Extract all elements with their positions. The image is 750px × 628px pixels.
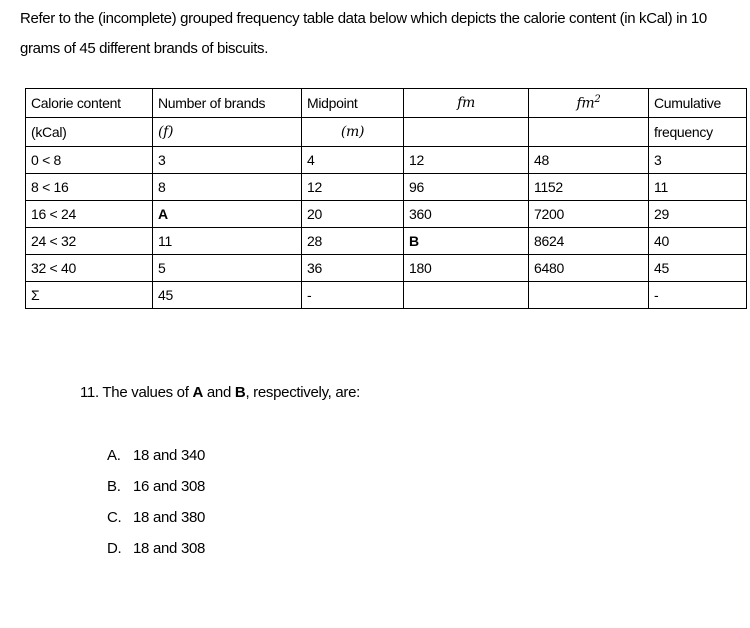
table-row <box>26 228 747 255</box>
header-number-of-brands: Number of brands <box>153 89 302 118</box>
cell-fm2: 1152 <box>529 174 649 201</box>
cell-total-fm <box>404 282 529 309</box>
option-c[interactable] <box>107 507 205 538</box>
header-fm-squared <box>529 89 649 118</box>
cell-midpoint: 12 <box>302 174 404 201</box>
option-text: 16 and 308 <box>133 478 206 495</box>
cell-fm2: 7200 <box>529 201 649 228</box>
cell-sigma: Σ <box>26 282 153 309</box>
cell-calorie: 32 < 40 <box>26 255 153 282</box>
intro-text: Refer to the (incomplete) grouped frequency table data below which depicts the calorie content (in kCal) in 10 grams of 45 different brands of biscuits. <box>20 10 707 57</box>
cell-calorie: 8 < 16 <box>26 174 153 201</box>
header-fm-squared-exponent: 2 <box>594 94 601 106</box>
cell-fm: 180 <box>404 255 529 282</box>
header-empty-cell <box>404 118 529 147</box>
header-kcal: (kCal) <box>26 118 153 147</box>
cell-fm2: 8624 <box>529 228 649 255</box>
option-b[interactable] <box>107 476 205 507</box>
cell-fm2: 6480 <box>529 255 649 282</box>
cell-midpoint: 36 <box>302 255 404 282</box>
cell-cumulative: 40 <box>649 228 747 255</box>
cell-calorie: 24 < 32 <box>26 228 153 255</box>
option-text: 18 and 308 <box>133 540 206 557</box>
option-label: C. <box>107 509 122 526</box>
cell-cumulative: 3 <box>649 147 747 174</box>
cell-cumulative: 45 <box>649 255 747 282</box>
question-suffix: , respectively, are: <box>245 384 361 401</box>
cell-fm: 96 <box>404 174 529 201</box>
header-m-symbol: (m) <box>302 118 404 147</box>
cell-calorie: 16 < 24 <box>26 201 153 228</box>
frequency-table <box>25 88 747 309</box>
cell-brands: 11 <box>153 228 302 255</box>
header-cumulative: Cumulative <box>649 89 747 118</box>
cell-fm: 360 <box>404 201 529 228</box>
option-text: 18 and 340 <box>133 447 206 464</box>
cell-total-midpoint: - <box>302 282 404 309</box>
cell-fm: 12 <box>404 147 529 174</box>
question-prefix: 11. The values of <box>80 384 193 401</box>
cell-midpoint: 28 <box>302 228 404 255</box>
option-label: B. <box>107 478 121 495</box>
cell-fm2: 48 <box>529 147 649 174</box>
header-frequency: frequency <box>649 118 747 147</box>
table-row <box>26 201 747 228</box>
header-midpoint: Midpoint <box>302 89 404 118</box>
header-f-symbol: (f) <box>153 118 302 147</box>
cell-midpoint: 4 <box>302 147 404 174</box>
table-row <box>26 147 747 174</box>
question-text <box>80 384 360 401</box>
cell-fm-unknown-b: B <box>404 228 529 255</box>
header-fm-squared-base: fm <box>576 95 595 112</box>
cell-cumulative: 29 <box>649 201 747 228</box>
option-a[interactable] <box>107 445 205 476</box>
question-variable-a: A <box>192 384 204 401</box>
answer-options <box>107 445 205 569</box>
table-row <box>26 174 747 201</box>
option-label: D. <box>107 540 122 557</box>
cell-total-cumulative: - <box>649 282 747 309</box>
header-empty-cell <box>529 118 649 147</box>
cell-calorie: 0 < 8 <box>26 147 153 174</box>
cell-total-fm2 <box>529 282 649 309</box>
cell-brands: 8 <box>153 174 302 201</box>
table-header-row-2 <box>26 118 747 147</box>
cell-brands-unknown-a: A <box>153 201 302 228</box>
option-d[interactable] <box>107 538 205 569</box>
question-variable-b: B <box>234 384 246 401</box>
table-row <box>26 255 747 282</box>
table-total-row <box>26 282 747 309</box>
cell-total-brands: 45 <box>153 282 302 309</box>
question-middle: and <box>203 384 235 401</box>
option-text: 18 and 380 <box>133 509 206 526</box>
cell-cumulative: 11 <box>649 174 747 201</box>
cell-brands: 3 <box>153 147 302 174</box>
option-label: A. <box>107 447 121 464</box>
table-header-row-1 <box>26 89 747 118</box>
cell-midpoint: 20 <box>302 201 404 228</box>
cell-brands: 5 <box>153 255 302 282</box>
header-calorie-content: Calorie content <box>26 89 153 118</box>
header-fm: fm <box>404 89 529 118</box>
